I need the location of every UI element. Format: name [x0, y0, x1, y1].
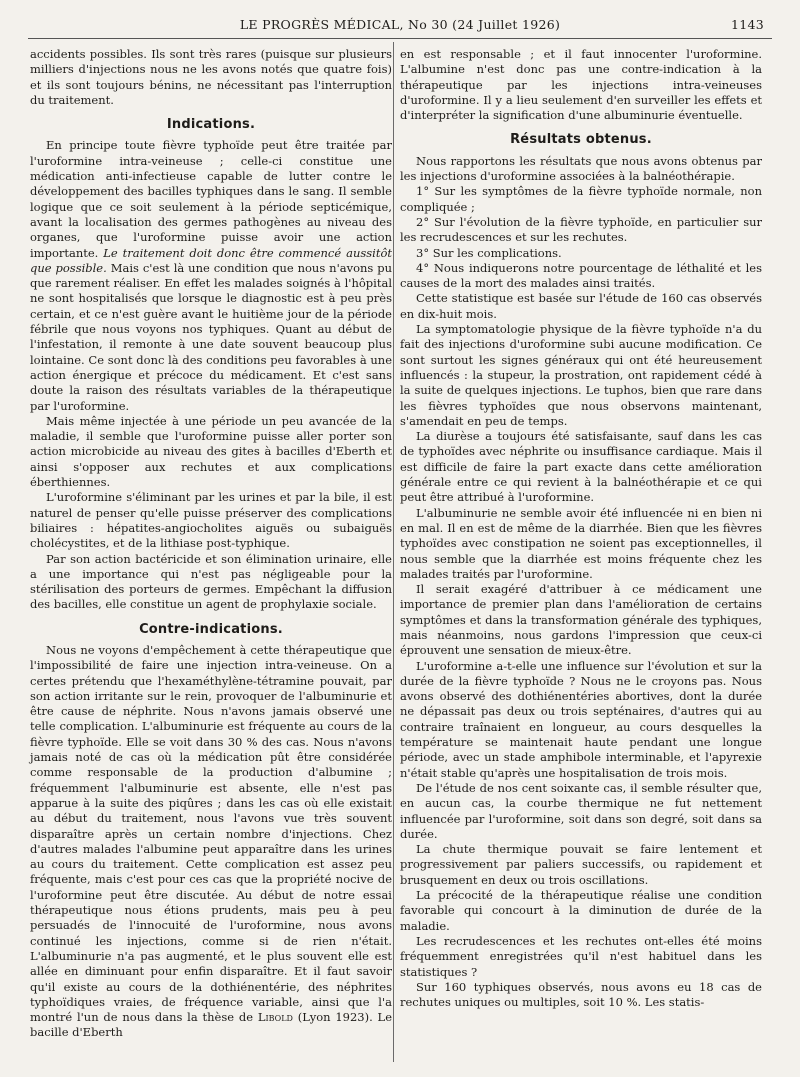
- paragraph: L'albuminurie ne semble avoir été influencée ni en bien ni en mal. Il en est de même de la diarrhée. Bien que les fièvres typhoïdes avec constipation ne soient pas exceptionnelles, il nous semble que la diarrhée est moins fréquente chez les malades traités par l'uroformine.: [400, 505, 762, 581]
- paragraph: Nous rapportons les résultats que nous avons obtenus par les injections d'uroformine associées à la balnéothérapie.: [400, 153, 762, 184]
- text-run: (Lyon 1923). Le bacille d'Eberth: [30, 1010, 392, 1040]
- paragraph: 1° Sur les symptômes de la fièvre typhoïde normale, non compliquée ;: [400, 184, 762, 214]
- section-heading-indications: Indications.: [166, 117, 256, 133]
- section-heading-contre-indications: Contre-indications.: [139, 621, 283, 637]
- italic-text: Le traitement doit donc être commencé aussitôt que possible.: [30, 245, 393, 275]
- author-name: Libold: [257, 1010, 293, 1025]
- paragraph: De l'étude de nos cent soixante cas, il semble résulter que, en aucun cas, la courbe thermique ne fut nettement influencée par l'uroformine, soit dans son degré, soit dans sa durée.: [400, 780, 762, 841]
- paragraph: L'uroformine a-t-elle une influence sur l'évolution et sur la durée de la fièvre typhoïde ? Nous ne le croyons pas. Nous avons observé des dothiénentéries abortives, dont la durée ne dépassait pas deux ou trois septénaires, d'autres qui au contraire traînaient en longueur, au cours desquelles la température se maintenait haute pendant une longue période, avec un stade amphibole interminable, et l'apyrexie n'était stable qu'après une hospitalisation de trois mois.: [400, 658, 762, 780]
- paragraph: La chute thermique pouvait se faire lentement et progressivement par paliers successifs, ou rapidement et brusquement en deux ou trois oscillations.: [400, 842, 762, 887]
- text-run: En principe toute fièvre typhoïde peut être traitée par l'uroformine intra-veineuse ; celle-ci constitue une médication anti-infectieuse capable de lutter contre le développement des bacilles typhiques dans le sang. Il semble logique que ce soit seulement à la période septicémique, avant la localisation des germes pathogènes au niveau des organes, que l'uroformine puisse avoir une action importante.: [30, 138, 392, 260]
- column-divider: [393, 42, 394, 1062]
- paragraph: [30, 138, 392, 413]
- text-run: Mais c'est là une condition que nous n'avons pu que rarement réaliser. En effet les malades soignés à l'hôpital ne sont hospitalisés que lorsque le diagnostic est à peu près certain, et ce n'est guère avant le huitième jour de la période fébrile que nous voyons nos typhiques. Quant au début de l'infestation, il remonte à une date souvent beaucoup plus lointaine. Ce sont donc là des conditions peu favorables à une action énergique et précoce du médicament. Et c'est sans doute la raison des résultats variables de la thérapeutique par l'uroformine.: [30, 260, 393, 413]
- paragraph: 3° Sur les complications.: [416, 245, 562, 260]
- paragraph: L'uroformine s'éliminant par les urines et par la bile, il est naturel de penser qu'elle puisse préserver des complications biliaires : hépatites-angiocholites aiguës ou subaiguës cholécystites, et de la lithiase post-typhique.: [30, 490, 392, 551]
- paragraph: Cette statistique est basée sur l'étude de 160 cas observés en dix-huit mois.: [400, 291, 762, 321]
- right-column: [400, 47, 762, 1010]
- running-title: LE PROGRÈS MÉDICAL, No 30 (24 Juillet 1926): [239, 17, 561, 32]
- paragraph: Il serait exagéré d'attribuer à ce médicament une importance de premier plan dans l'amélioration de certains symptômes et dans la transformation générale des typhiques, mais néanmoins, nous gardons l'impression que ceux-ci éprouvent une sensation de mieux-être.: [400, 582, 762, 658]
- paragraph: 4° Nous indiquerons notre pourcentage de léthalité et les causes de la mort des malades ainsi traités.: [400, 260, 762, 291]
- paragraph: Les recrudescences et les rechutes ont-elles été moins fréquemment enregistrées qu'il n'est habituel dans les statistiques ?: [400, 933, 762, 979]
- paragraph: accidents possibles. Ils sont très rares (puisque sur plusieurs milliers d'injections nous ne les avons notés que quatre fois) et ils sont toujours bénins, ne nécessitant pas l'interruption du traitement.: [30, 47, 392, 107]
- paragraph: Mais même injectée à une période un peu avancée de la maladie, il semble que l'uroformine puisse aller porter son action microbicide au niveau des gites à bacilles d'Eberth et ainsi s'opposer aux rechutes et aux complications éberthiennes.: [30, 413, 392, 490]
- left-column: [30, 47, 392, 1041]
- text-run: Nous ne voyons d'empêchement à cette thérapeutique que l'impossibilité de faire une injection intra-veineuse. On a certes prétendu que l'hexaméthylène-tétramine pouvait, par son action irritante sur le rein, provoquer de l'albuminurie et être cause de néphrite. Nous n'avons jamais observé une telle complication. L'albuminurie est fréquente au cours de la fièvre typhoïde. Elle se voit dans 30 % des cas. Nous n'avons jamais noté de cas où la médication pût être considérée comme responsable de la production d'albumine ; fréquemment l'albuminurie est absente, elle n'est pas apparue à la suite des piqûres ; dans les cas où elle existait au début du traitement, nous l'avons vue très souvent disparaître après un certain nombre d'injections. Chez d'autres malades l'albumine peut apparaître dans les urines au cours du traitement. Cette complication est assez peu fréquente, mais c'est pour ces cas que la propriété nocive de l'uroformine peut être discutée. Au début de notre essai thérapeutique nous étions prudents, mais peu à peu persuadés de l'innocuité de l'uroformine, nous avons continué les injections, comme si de rien n'était. L'albuminurie n'a pas augmenté, et le plus souvent elle est allée en diminuant pour enfin disparaître. Et il faut savoir qu'il existe au cours de la dothiénentérie, des néphrites typhoïdiques vraies, de fréquence variable, ainsi que l'a montré l'un de nous dans la thèse de: [30, 642, 392, 1025]
- paragraph: Par son action bactéricide et son élimination urinaire, elle a une importance qui n'est pas négligeable pour la stérilisation des porteurs de germes. Empêchant la diffusion des bacilles, elle constitue un agent de prophylaxie sociale.: [30, 551, 392, 612]
- paragraph: 2° Sur l'évolution de la fièvre typhoïde, en particulier sur les recrudescences et sur les rechutes.: [400, 214, 762, 245]
- paragraph: Sur 160 typhiques observés, nous avons eu 18 cas de rechutes uniques ou multiples, soit 10 %. Les statis-: [400, 979, 762, 1010]
- running-header: [28, 14, 772, 39]
- page-number: 1143: [730, 17, 764, 32]
- paragraph: La diurèse a toujours été satisfaisante, sauf dans les cas de typhoïdes avec néphrite ou insuffisance cardiaque. Mais il est difficile de faire la part exacte dans cette amélioration générale entre ce qui revient à la balnéothérapie et ce qui peut être attribué à l'uroformine.: [400, 429, 762, 505]
- section-heading-resultats: Résultats obtenus.: [510, 132, 652, 148]
- paragraph: La symptomatologie physique de la fièvre typhoïde n'a du fait des injections d'uroformine subi aucune modification. Ce sont surtout les signes généraux qui ont été heureusement influencés : la stupeur, la prostration, ont rapidement cédé à la suite de quelques injections. Le tuphos, bien que rare dans les fièvres typhoïdes que nous observons maintenant, s'amendait en peu de temps.: [400, 322, 762, 428]
- paragraph: [30, 643, 392, 1041]
- paragraph: La précocité de la thérapeutique réalise une condition favorable qui concourt à la diminution de durée de la maladie.: [400, 888, 762, 933]
- paragraph: en est responsable ; et il faut innocenter l'uroformine. L'albumine n'est donc pas une contre-indication à la thérapeutique par les injections intra-veineuses d'uroformine. Il y a lieu seulement d'en surveiller les effets et d'interpréter la signification d'une albuminurie éventuelle.: [400, 47, 762, 123]
